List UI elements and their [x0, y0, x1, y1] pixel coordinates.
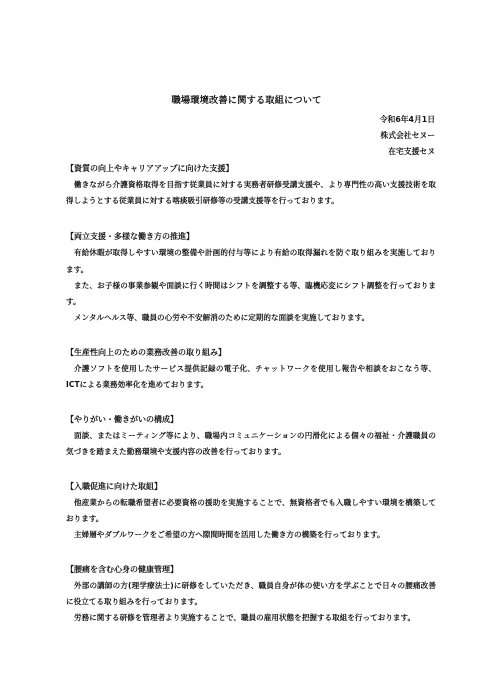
section-paragraph: 有給休暇が取得しやすい環境の整備や計画的付与等により有給の取得漏れを防ぐ取り組みを実施しております。	[66, 248, 436, 274]
section-paragraph: 外部の講師の方(理学療法士)に研修をしていただき、職員自身が体の使い方を学ぶことで日々の腰痛改善に役立てる取り組みを行っております。	[66, 580, 436, 607]
section-paragraph: メンタルヘルス等、職員の心労や不安解消のために定期的な面談を実施しております。	[74, 313, 370, 323]
section-paragraph: 労務に関する研修を管理者より実施することで、職員の雇用状態を把握する取組を行っております。	[74, 613, 416, 623]
section-health	[66, 562, 436, 627]
section-work-style	[66, 229, 436, 326]
document-date: 令和6年4月1日	[379, 115, 435, 124]
document-body	[66, 161, 436, 645]
document-meta	[380, 112, 435, 160]
section-heading: 【生産性向上のための業務改善の取り組み】	[66, 347, 226, 357]
section-paragraph: 介護ソフトを使用したサービス提供記録の電子化、チャットワークを使用し報告や相談をおこなう等、ICTによる業務効率化を進めております。	[66, 363, 436, 390]
section-paragraph: 働きながら介護資格取得を目指す従業員に対する実務者研修受講支援や、より専門性の高い支援技術を取得しようとする従業員に対する喀痰吸引研修等の受講支援等を行っております。	[66, 180, 436, 206]
section-career-support	[66, 161, 436, 209]
company-name: 株式会社セヌー	[380, 131, 435, 140]
section-heading: 【資質の向上やキャリアアップに向けた支援】	[66, 164, 234, 173]
section-recruitment	[66, 479, 436, 544]
section-motivation	[66, 412, 436, 460]
section-paragraph: 主婦層やダブルワークをご希望の方へ隙間時間を活用した働き方の構築を行っております。	[74, 530, 385, 540]
section-paragraph: また、お子様の事業参観や面談に行く時間はシフトを調整する等、臨機応変にシフト調整を行っております。	[66, 280, 436, 307]
document-title: 職場環境改善に関する取組について	[171, 95, 322, 106]
section-heading: 【両立支援・多様な働き方の推進】	[66, 232, 194, 242]
section-paragraph: 面談、またはミーティング等により、職場内コミュニケーションの円滑化による個々の福祉・介護職員の気づきを踏まえた勤務環境や支援内容の改善を行っております。	[66, 430, 436, 457]
section-productivity	[66, 345, 436, 393]
section-heading: 【腰痛を含む心身の健康管理】	[66, 564, 178, 574]
section-heading: 【入職促進に向けた取組】	[66, 481, 162, 491]
section-heading: 【やりがい・働きがいの構成】	[66, 414, 178, 424]
office-name: 在宅支援セヌ	[388, 147, 435, 156]
section-paragraph: 他産業からの転職希望者に必要資格の援助を実施することで、無資格者でも入職しやすい環境を構築しております。	[66, 497, 436, 523]
